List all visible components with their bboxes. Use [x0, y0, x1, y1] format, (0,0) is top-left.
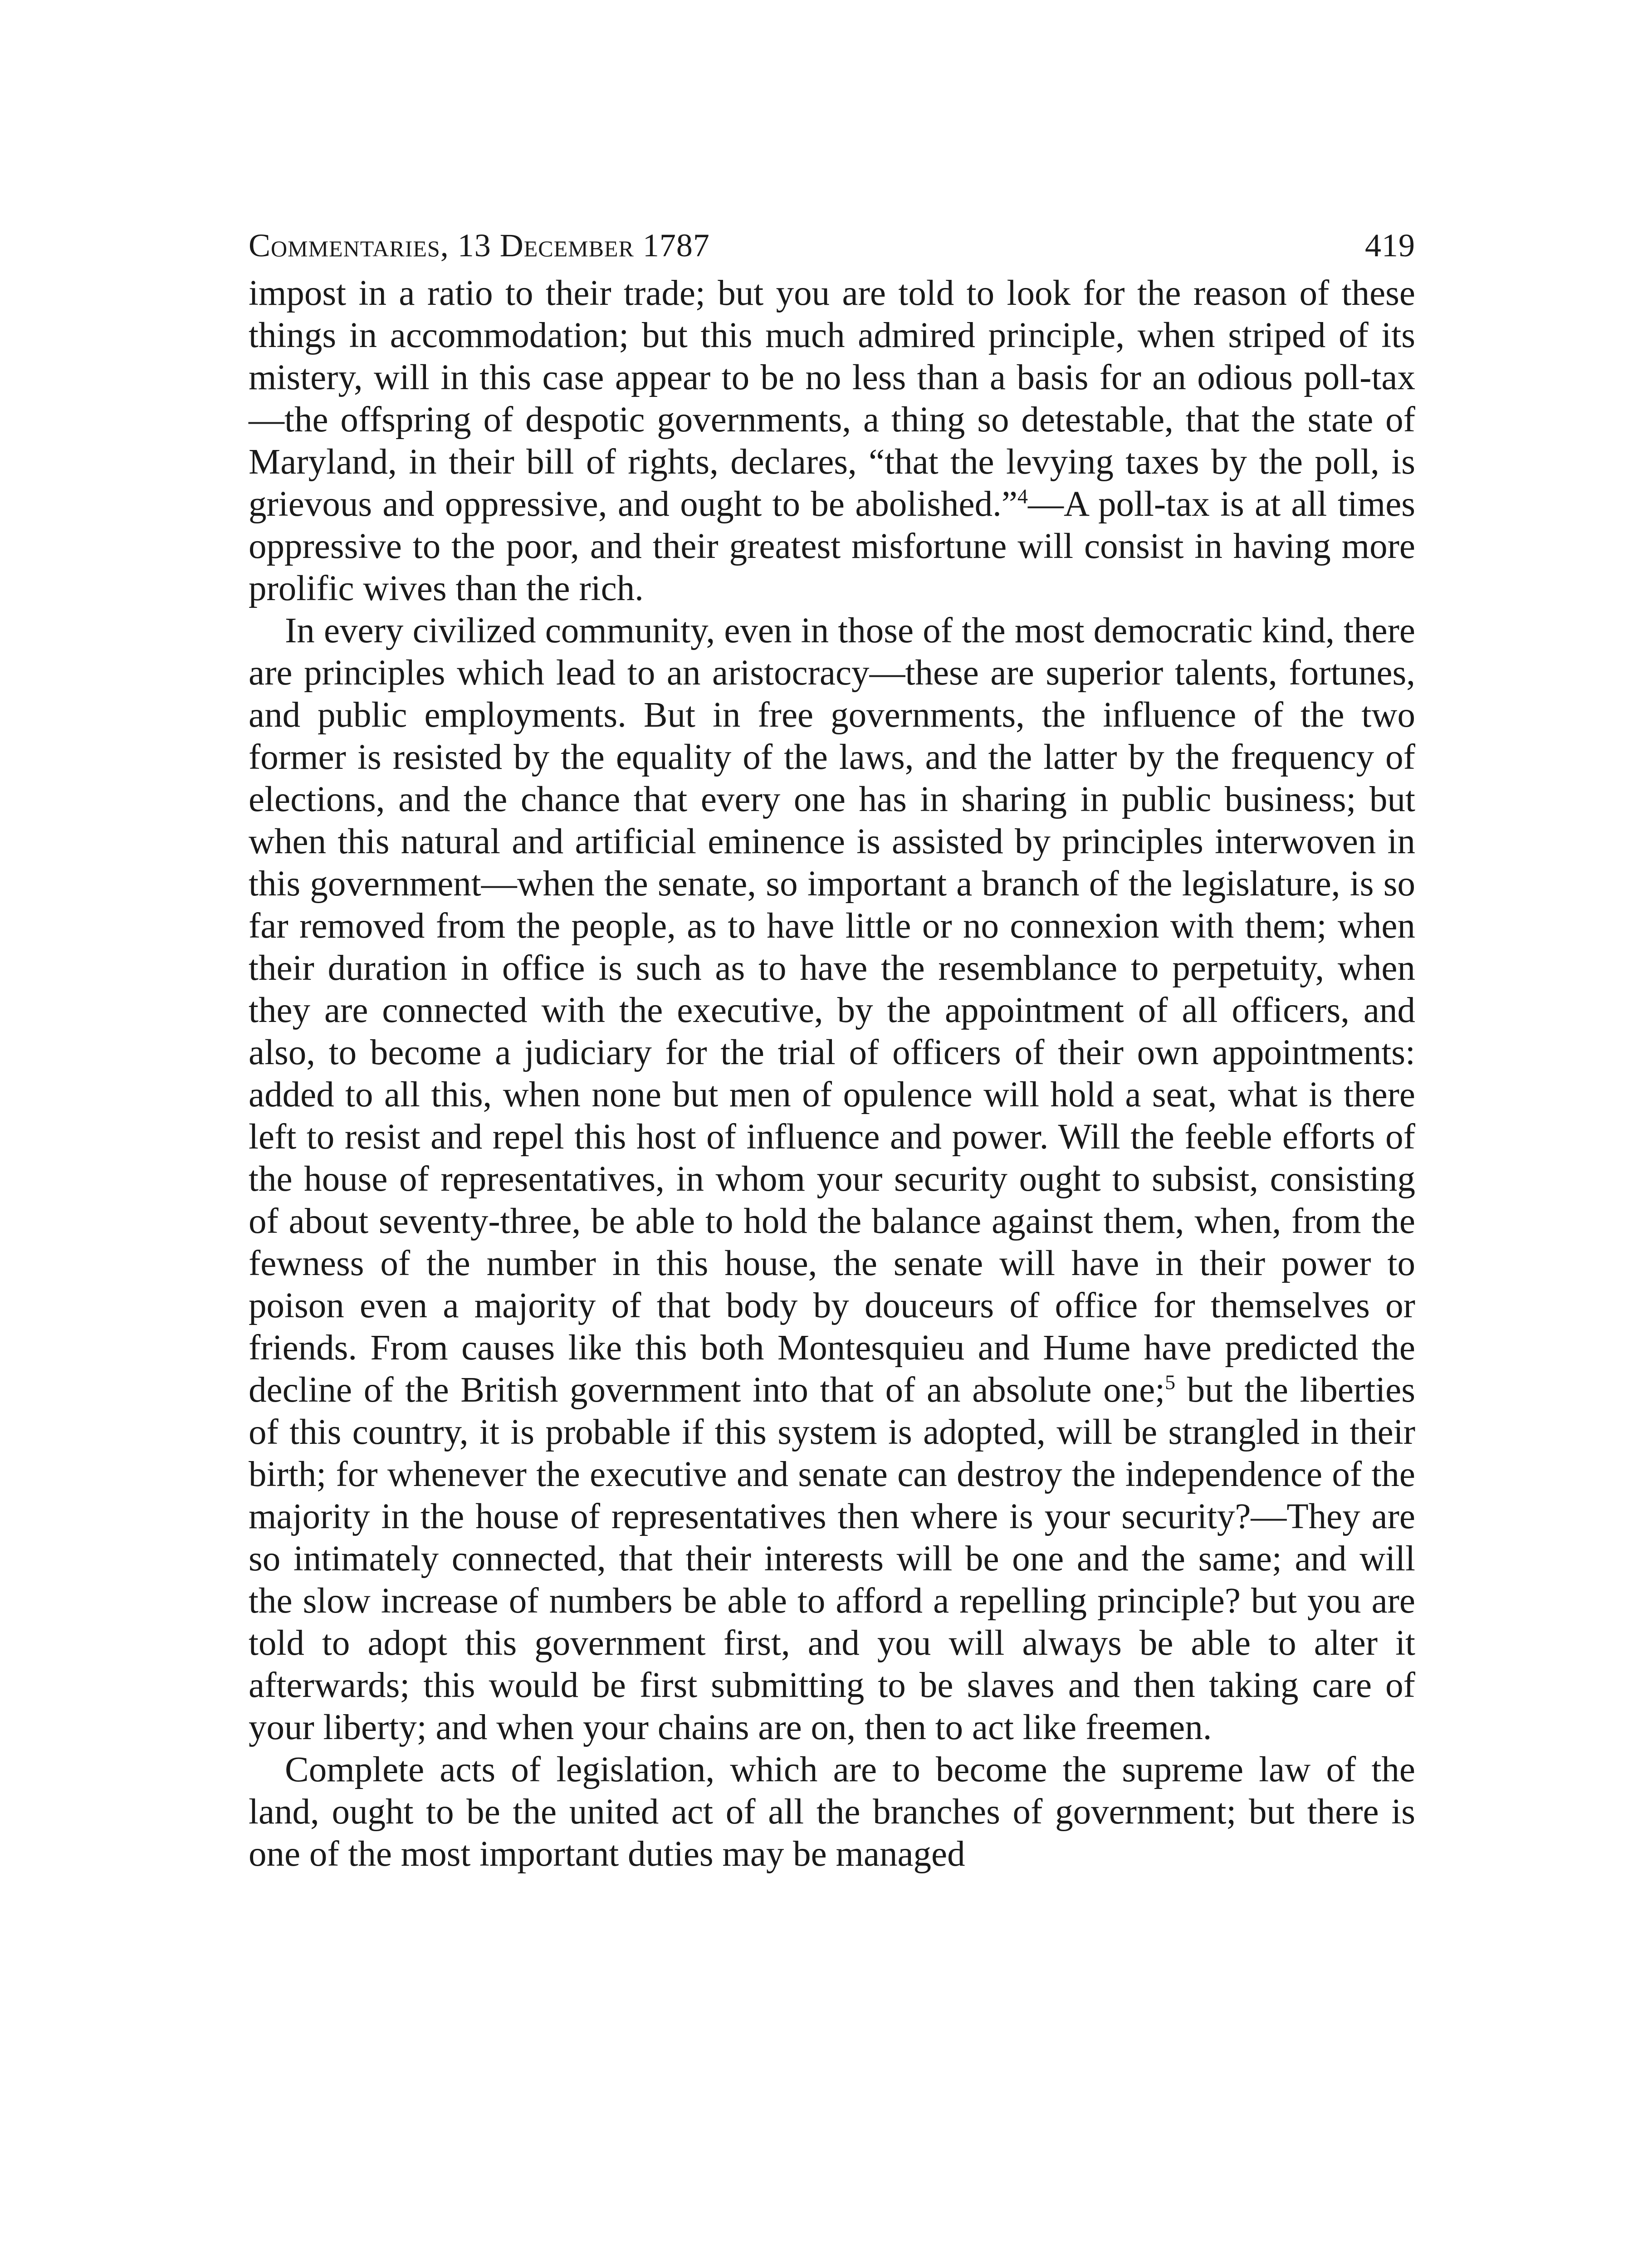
paragraph-3: Complete acts of legislation, which are to become the supreme law of the land, ought to be the united act of all the branches of government; but there is one of the most important duties may be managed [249, 1750, 1415, 1874]
footnote-ref-5[interactable]: 5 [1165, 1370, 1176, 1394]
paragraph-1-text-a: impost in a ratio to their trade; but you are told to look for the reason of these things in accommodation; but this much admired principle, when striped of its mistery, will in this case appear to be no less than a basis for an odious poll-tax—the offspring of despotic governments, a thing so detestable, that the state of Maryland, in their bill of rights, declares, “that the levying taxes by the poll, is grievous and oppressive, and ought to be abolished.” [249, 274, 1415, 524]
paragraph-1 [249, 272, 1415, 610]
running-head [249, 218, 1415, 272]
document-page [249, 218, 1415, 2268]
paragraph-2-text-b: but the liberties of this country, it is probable if this system is adopted, will be strangled in their birth; for whenever the executive and senate can destroy the independence of the majority in the house of representatives then where is your security?—They are so intimately connected, that their interests will be one and the same; and will the slow increase of numbers be able to afford a repelling principle? but you are told to adopt this government first, and you will always be able to alter it afterwards; this would be first submitting to be slaves and then taking care of your liberty; and when your chains are on, then to act like freemen. [249, 1370, 1415, 1747]
running-title: Commentaries, 13 December 1787 [249, 227, 710, 264]
footnote-ref-4[interactable]: 4 [1017, 484, 1028, 508]
paragraph-1-text-b: —A poll-tax is at all times oppressive to the poor, and their greatest misfortune will consist in having more prolific wives than the rich. [249, 484, 1416, 608]
paragraph-2 [249, 610, 1415, 1749]
body-text [249, 272, 1415, 1875]
paragraph-2-text-a: In every civilized community, even in those of the most democratic kind, there are principles which lead to an aristocracy—these are superior talents, fortunes, and public employments. But in free governments, the influence of the two former is resisted by the equality of the laws, and the latter by the frequency of elections, and the chance that every one has in sharing in public business; but when this natural and artificial eminence is assisted by principles interwoven in this government—when the senate, so important a branch of the legislature, is so far removed from the people, as to have little or no connexion with them; when their duration in office is such as to have the resemblance to perpetuity, when they are connected with the executive, by the appointment of all officers, and also, to become a judiciary for the trial of officers of their own appointments: added to all this, when none but men of opulence will hold a seat, what is there left to resist and repel this host of influence and power. Will the feeble efforts of the house of representatives, in whom your security ought to subsist, consisting of about seventy-three, be able to hold the balance against them, when, from the fewness of the number in this house, the senate will have in their power to poison even a majority of that body by douceurs of office for themselves or friends. From causes like this both Montesquieu and Hume have predicted the decline of the British government into that of an absolute one; [249, 611, 1415, 1410]
page-number: 419 [1365, 227, 1415, 264]
